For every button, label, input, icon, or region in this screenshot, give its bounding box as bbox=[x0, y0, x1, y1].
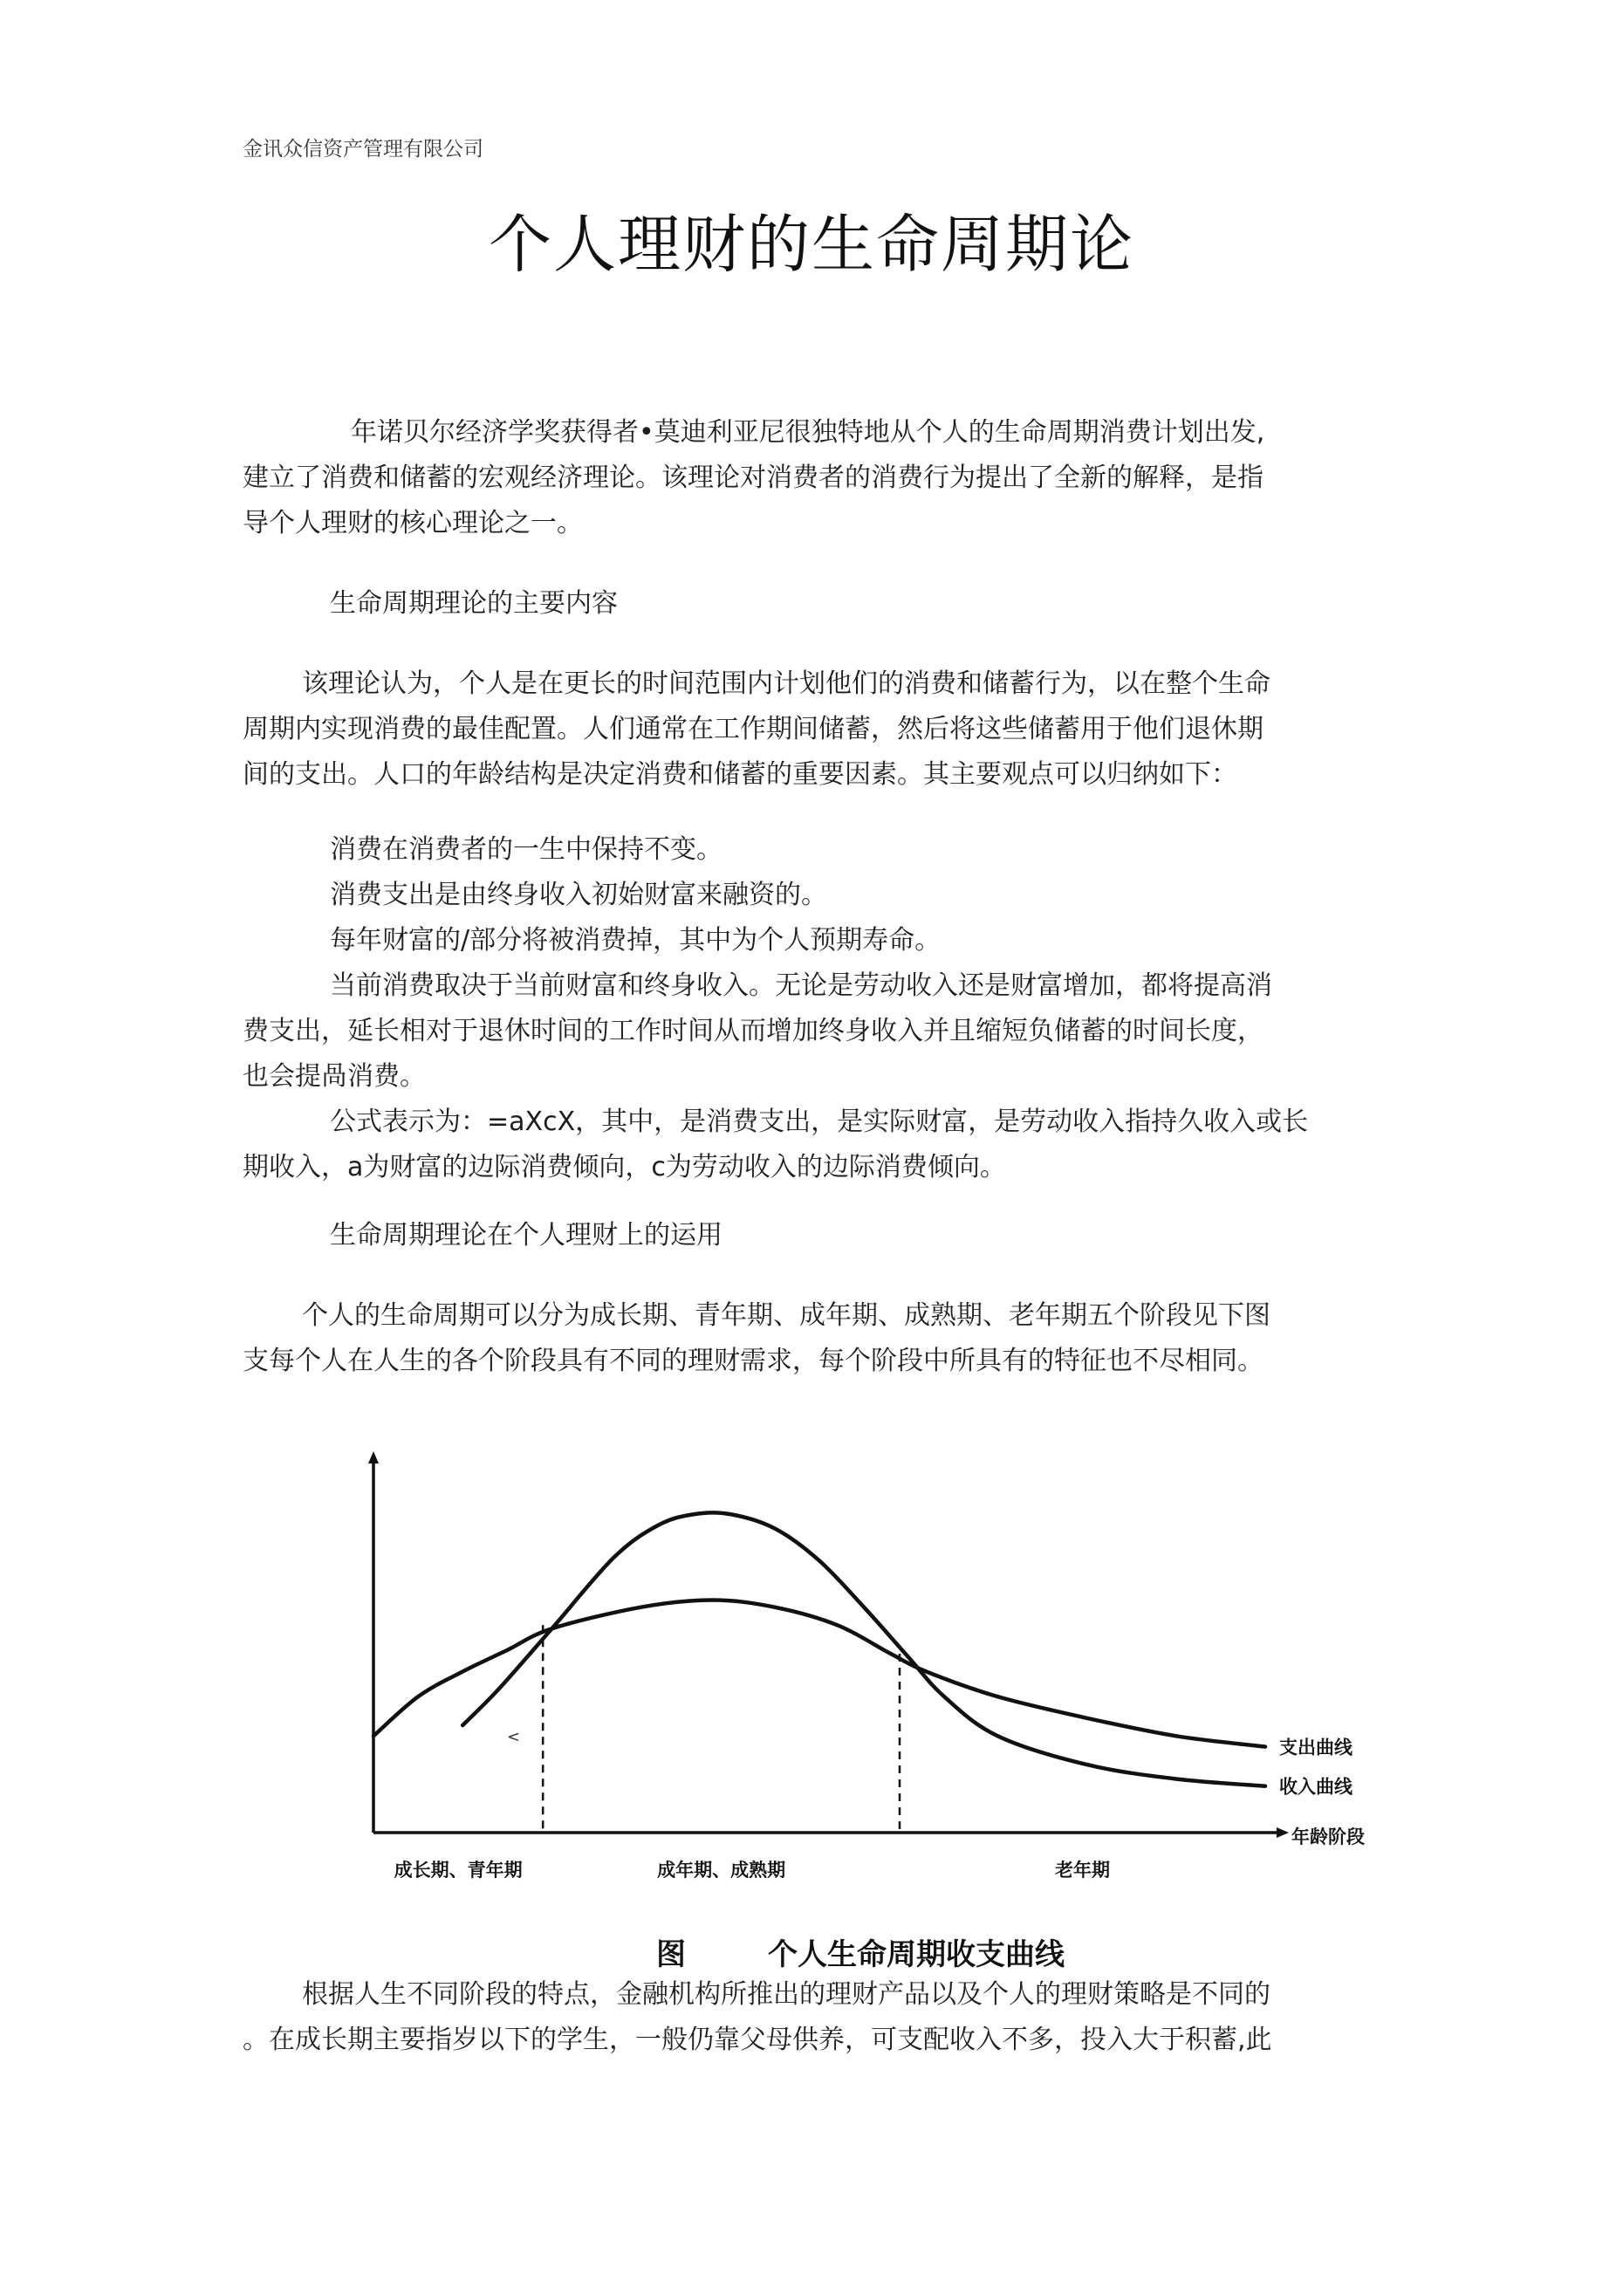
point-3: 每年财富的/部分将被消费掉，其中为个人预期寿命。 bbox=[330, 925, 942, 956]
section2-paragraph bbox=[243, 1293, 1403, 1384]
section1-paragraph bbox=[243, 661, 1403, 798]
x-axis-label: 年龄阶段 bbox=[1291, 1826, 1365, 1847]
intro-paragraph bbox=[243, 410, 1403, 546]
section-heading: 生命周期理论在个人理财上的运用 bbox=[330, 1220, 722, 1251]
lifecycle-chart bbox=[349, 1449, 1414, 1902]
body-line: 间的支出。人口的年龄结构是决定消费和储蓄的重要因素。其主要观点可以归纳如下： bbox=[243, 759, 1237, 790]
point-4-line: 当前消费取决于当前财富和终身收入。无论是劳动收入还是财富增加，都将提高消 bbox=[330, 970, 1272, 1001]
series-line-expense bbox=[373, 1600, 1265, 1747]
series-label-income: 收入曲线 bbox=[1279, 1775, 1352, 1798]
body-line: 周期内实现消费的最佳配置。人们通常在工作期间储蓄，然后将这些储蓄用于他们退休期 bbox=[243, 714, 1263, 744]
figure-caption-title: 个人生命周期收支曲线 bbox=[768, 1937, 1065, 1972]
figure-caption-prefix: 图 bbox=[656, 1937, 686, 1972]
point-1: 消费在消费者的一生中保持不变。 bbox=[330, 834, 722, 865]
series-line-income bbox=[462, 1512, 1265, 1785]
body-line: 。在成长期主要指岁以下的学生，一般仍靠父母供养，可支配收入不多，投入大于积蓄,此 bbox=[243, 2025, 1272, 2055]
points-list bbox=[243, 827, 1403, 1190]
intro-line: 建立了消费和储蓄的宏观经济理论。该理论对消费者的消费行为提出了全新的解释，是指 bbox=[243, 463, 1263, 493]
point-4-line: 也会提咼消费。 bbox=[243, 1061, 426, 1092]
stage-label-3: 老年期 bbox=[1055, 1859, 1110, 1881]
stage-label-1: 成长期、青年期 bbox=[394, 1859, 523, 1881]
intro-line: 年诺贝尔经济学奖获得者•莫迪利亚尼很独特地从个人的生命周期消费计划出发, bbox=[351, 417, 1265, 448]
point-4-line: 费支出，延长相对于退休时间的工作时间从而增加终身收入并且缩短负储蓄的时间长度， bbox=[243, 1016, 1263, 1046]
stage-label-2: 成年期、成熟期 bbox=[657, 1859, 786, 1881]
point-5-line: 期收入，a为财富的边际消费倾向，c为劳动收入的边际消费倾向。 bbox=[243, 1152, 1006, 1182]
body-line: 根据人生不同阶段的特点，金融机构所推出的理财产品以及个人的理财策略是不同的 bbox=[302, 1979, 1270, 2010]
stray-mark: < bbox=[507, 1728, 521, 1746]
closing-paragraph bbox=[243, 1972, 1403, 2063]
page-title: 个人理财的生命周期论 bbox=[488, 208, 1134, 281]
body-line: 个人的生命周期可以分为成长期、青年期、成年期、成熟期、老年期五个阶段见下图 bbox=[302, 1300, 1270, 1331]
intro-line: 导个人理财的核心理论之一。 bbox=[243, 508, 583, 538]
body-line: 该理论认为，个人是在更长的时间范围内计划他们的消费和储蓄行为，以在整个生命 bbox=[302, 668, 1270, 699]
series-label-expense: 支出曲线 bbox=[1279, 1736, 1352, 1758]
section-heading: 生命周期理论的主要内容 bbox=[330, 588, 618, 619]
company-header: 金讯众信资产管理有限公司 bbox=[243, 138, 483, 161]
point-5-line: 公式表示为：=aXcX，其中，是消费支出，是实际财富，是劳动收入指持久收入或长 bbox=[330, 1107, 1309, 1137]
point-2: 消费支出是由终身收入初始财富来融资的。 bbox=[330, 880, 827, 910]
body-line: 支每个人在人生的各个阶段具有不同的理财需求，每个阶段中所具有的特征也不尽相同。 bbox=[243, 1346, 1263, 1376]
